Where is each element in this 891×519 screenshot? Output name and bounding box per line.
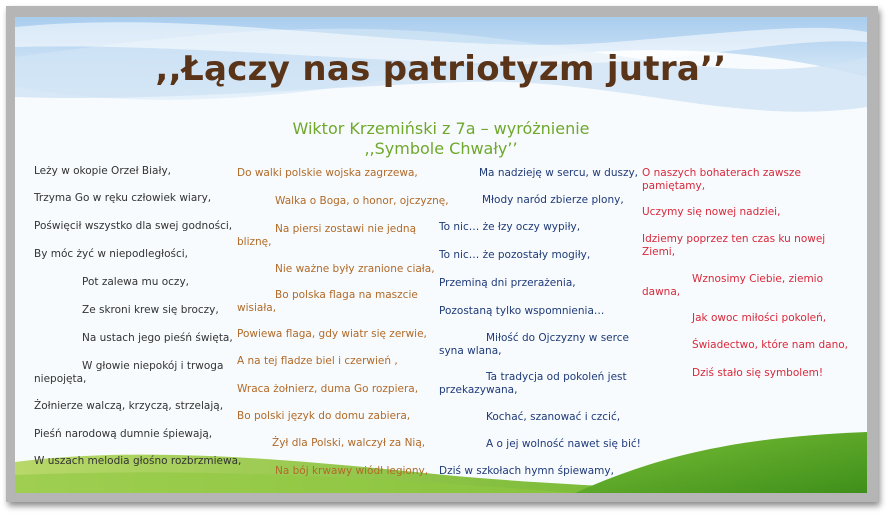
poem-line: To nic… że łzy oczy wypiły, xyxy=(439,221,581,233)
poem-line: Dziś stało się symbolem! xyxy=(692,367,824,379)
poem-line: Wznosimy Ciebie, ziemio xyxy=(692,273,824,285)
poem-line: Świadectwo, które nam dano, xyxy=(692,339,848,351)
presentation-slide xyxy=(15,17,867,493)
poem-line: dawna, xyxy=(642,286,681,298)
poem-line: W głowie niepokój i trwoga xyxy=(82,360,224,372)
poem-line: Żołnierze walczą, krzyczą, strzelają, xyxy=(34,400,224,412)
poem-line: Do walki polskie wojska zagrzewa, xyxy=(237,167,418,179)
poem-line: Uczymy się nowej nadziei, xyxy=(642,206,781,218)
poem-line: Na piersi zostawi nie jedną xyxy=(275,223,417,235)
poem-line: Żył dla Polski, walczył za Nią, xyxy=(272,437,426,449)
poem-line: Bo polski język do domu zabiera, xyxy=(237,410,411,422)
poem-line: O naszych bohaterach zawsze pamiętamy, xyxy=(642,167,801,192)
slide-subtitle xyxy=(15,119,867,159)
poem-line: Dziś w szkołach hymn śpiewamy, xyxy=(439,465,614,477)
poem-line: W uszach melodia głośno rozbrzmiewa, xyxy=(34,455,242,467)
poem-line: Bo polska flaga na maszcie xyxy=(275,289,418,301)
poem-line: A o jej wolność nawet się bić! xyxy=(486,438,641,450)
poem-line: niepojęta, xyxy=(34,373,87,385)
poem-line: syna wlana, xyxy=(439,345,502,357)
poem-line: Młody naród zbierze plony, xyxy=(482,194,624,206)
poem-line: przekazywana, xyxy=(439,384,518,396)
subtitle-author-line: Wiktor Krzemiński z 7a – wyróżnienie xyxy=(292,119,590,138)
poem-line: Pieśń narodową dumnie śpiewają, xyxy=(34,428,213,440)
poem-line: Ze skroni krew się broczy, xyxy=(82,304,219,316)
poem-line: Kochać, szanować i czcić, xyxy=(486,411,621,423)
poem-line: Walka o Boga, o honor, ojczyznę, xyxy=(275,195,449,207)
poem-line: A na tej fladze biel i czerwień , xyxy=(237,355,398,367)
poem-line: Przeminą dni przerażenia, xyxy=(439,277,576,289)
poem-line: Na ustach jego pieśń święta, xyxy=(82,332,233,344)
poem-line: Pozostaną tylko wspomnienia… xyxy=(439,305,605,317)
poem-line: wisiała, xyxy=(237,302,277,314)
poem-line: Ma nadzieję w sercu, w duszy, xyxy=(479,167,639,179)
poem-line: Nie ważne były zranione ciała, xyxy=(275,263,435,275)
slide-title: ,,Łączy nas patriotyzm jutra’’ xyxy=(155,49,727,89)
poem-line: Wraca żołnierz, duma Go rozpiera, xyxy=(237,383,419,395)
poem-line: Na bój krwawy wiódł legiony, xyxy=(275,465,429,477)
poem-line: bliznę, xyxy=(237,236,272,248)
poem-line: Trzyma Go w ręku człowiek wiary, xyxy=(34,192,212,204)
poem-line: To nic… że pozostały mogiły, xyxy=(439,249,591,261)
poem-line: By móc żyć w niepodległości, xyxy=(34,248,189,260)
poem-line: Ta tradycja od pokoleń jest xyxy=(486,371,627,383)
subtitle-poem-title: ,,Symbole Chwały’’ xyxy=(364,139,518,158)
poem-line: Pot zalewa mu oczy, xyxy=(82,276,189,288)
poem-line: Idziemy poprzez ten czas ku nowej Ziemi, xyxy=(642,233,826,258)
poem-line: Leży w okopie Orzeł Biały, xyxy=(34,165,172,177)
poem-line: Poświęcił wszystko dla swej godności, xyxy=(34,220,233,232)
poem-line: Miłość do Ojczyzny w serce xyxy=(486,332,629,344)
poem-line: Jak owoc miłości pokoleń, xyxy=(692,312,827,324)
poem-line: Powiewa flaga, gdy wiatr się zerwie, xyxy=(237,328,427,340)
